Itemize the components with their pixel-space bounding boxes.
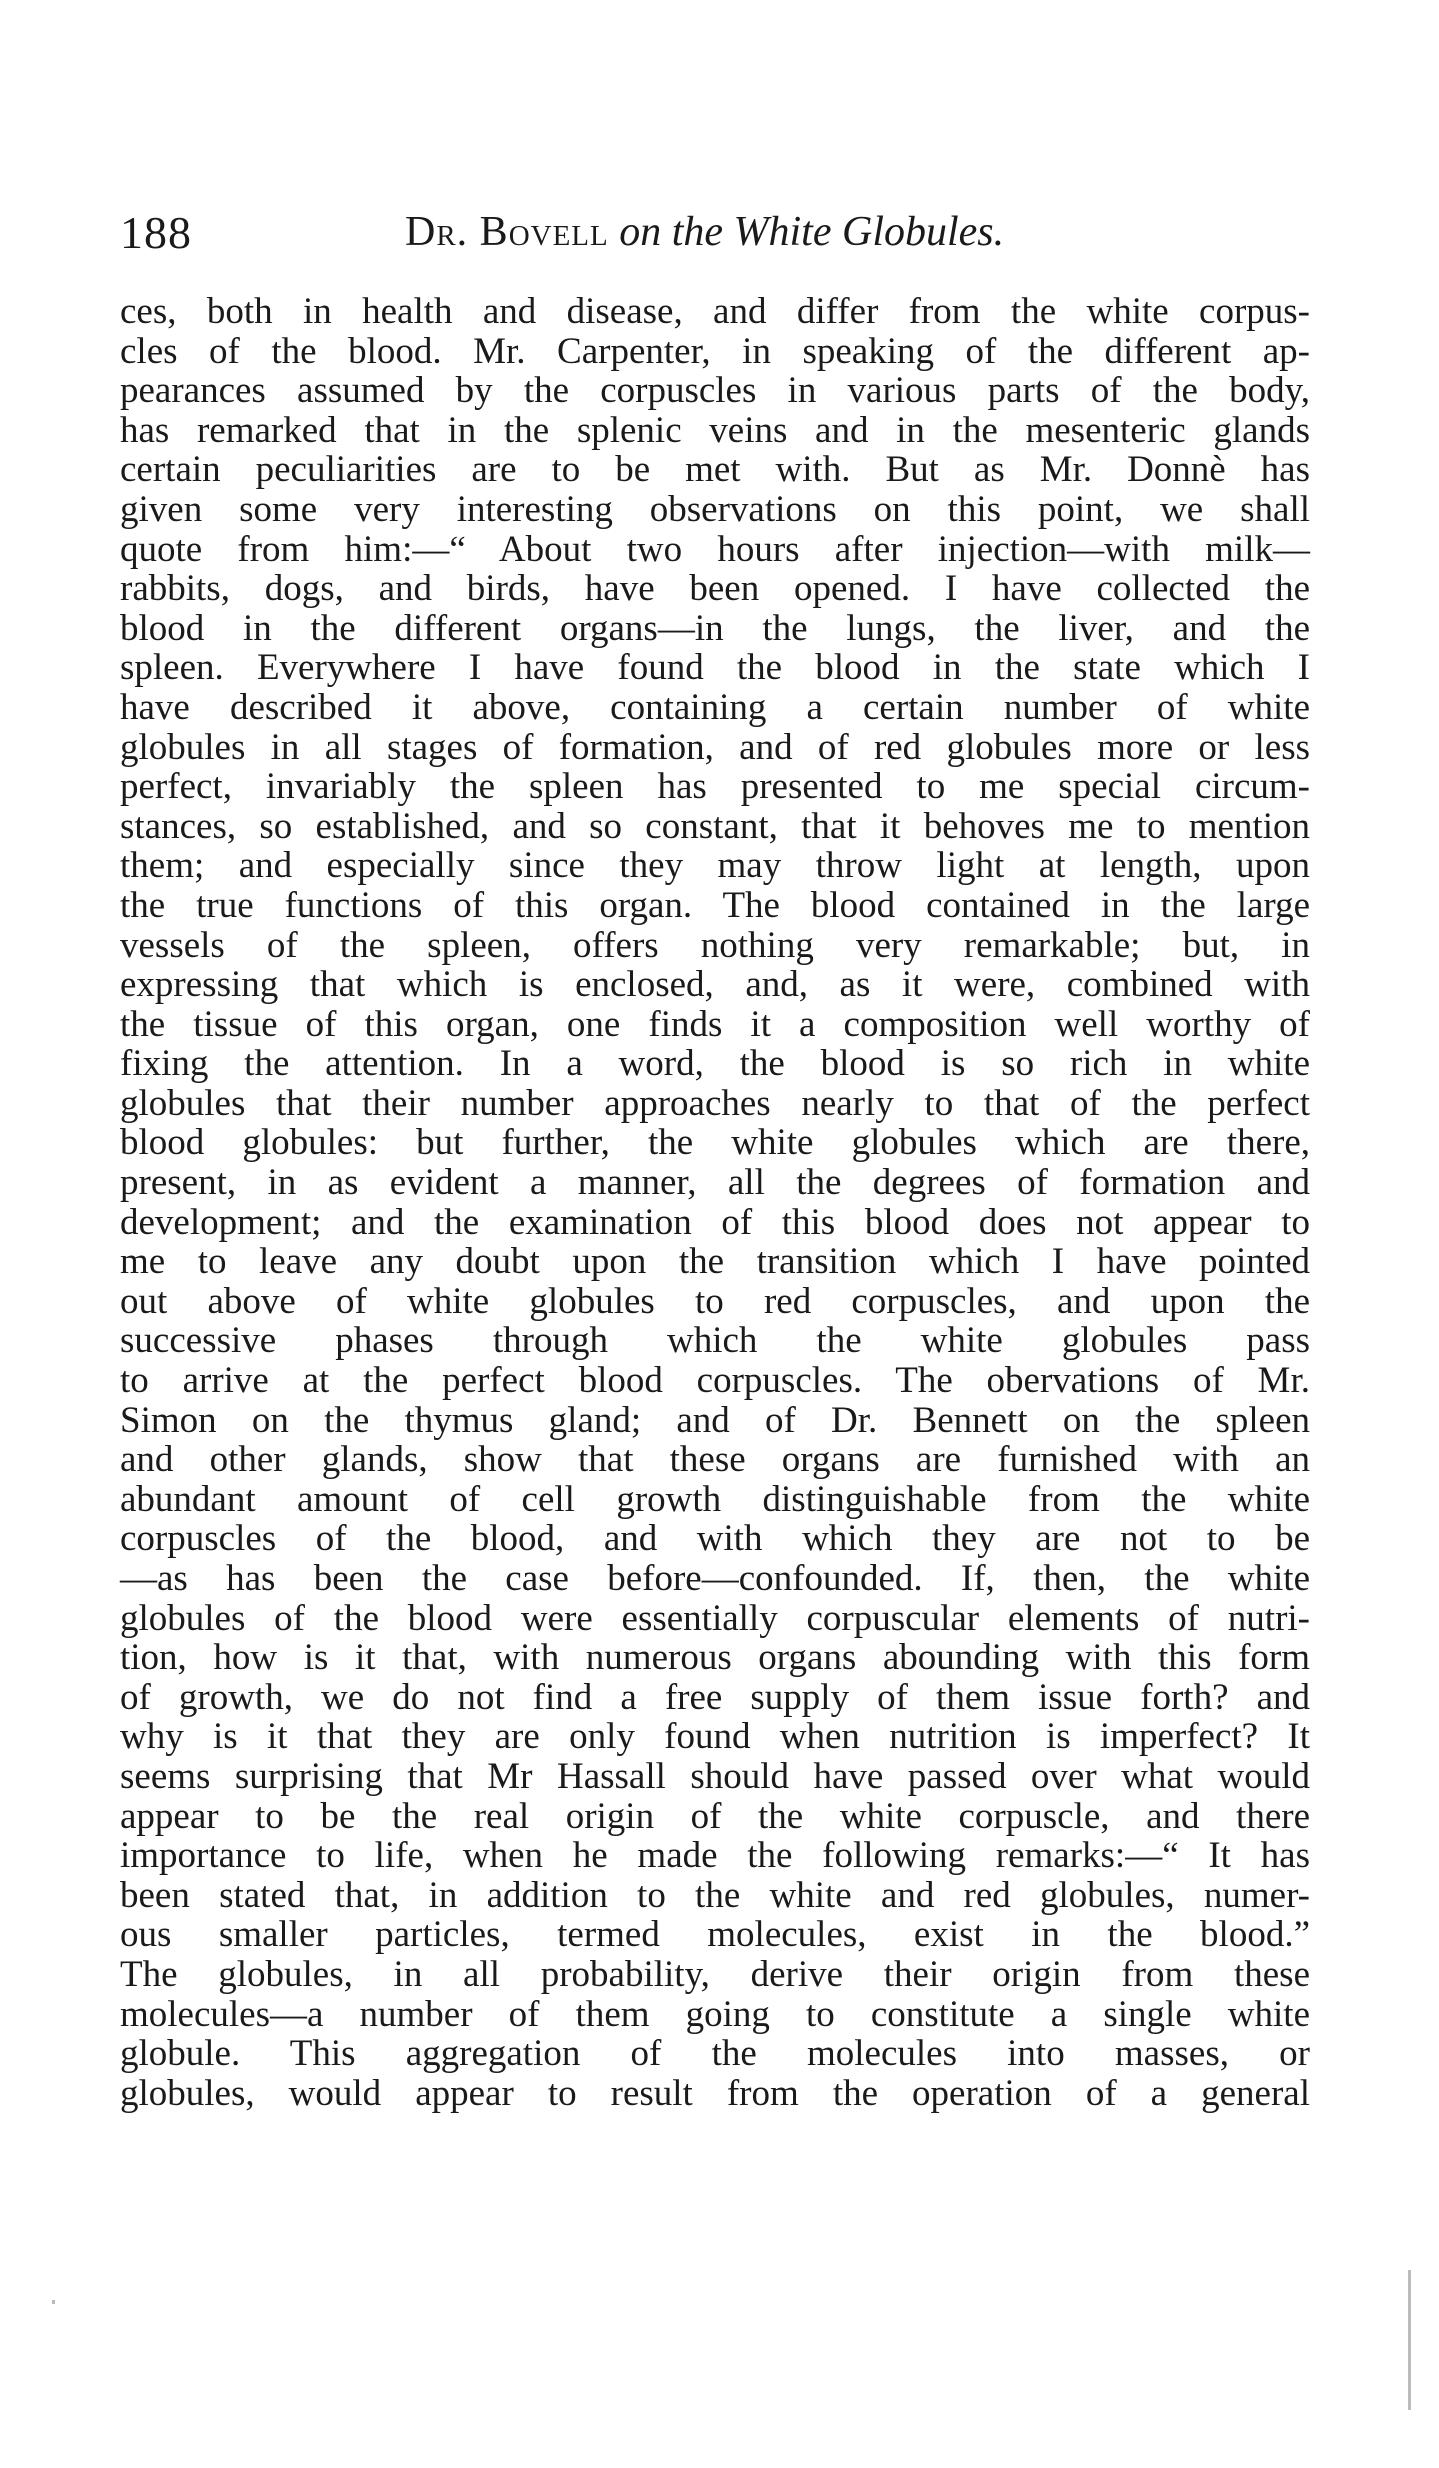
text-line: certain peculiarities are to be met with. But as Mr. Donnè has xyxy=(120,449,1310,491)
text-line: ous smaller particles, termed molecules, exist in the blood.” xyxy=(120,1914,1310,1956)
running-head-author: Dr. Bovell xyxy=(405,209,609,255)
margin-mark xyxy=(52,2300,55,2304)
text-line: been stated that, in addition to the white and red globules, numer- xyxy=(120,1874,1310,1916)
text-line: why is it that they are only found when nutrition is imperfect? It xyxy=(120,1716,1310,1758)
text-line: stances, so established, and so constant, that it behoves me to mention xyxy=(120,805,1310,847)
text-line: them; and especially since they may throw light at length, upon xyxy=(120,845,1310,887)
page-number: 188 xyxy=(120,207,192,258)
text-line: vessels of the spleen, offers nothing very remarkable; but, in xyxy=(120,924,1310,966)
text-line: to arrive at the perfect blood corpuscles. The obervations of Mr. xyxy=(120,1360,1310,1402)
text-line: quote from him:—“ About two hours after injection—with milk— xyxy=(120,528,1310,570)
text-line: The globules, in all probability, derive their origin from these xyxy=(120,1953,1310,1995)
text-line: fixing the attention. In a word, the blood is so rich in white xyxy=(120,1043,1310,1085)
text-line: globules, would appear to result from the operation of a general xyxy=(120,2072,1310,2114)
text-line: globules of the blood were essentially corpuscular elements of nutri- xyxy=(120,1597,1310,1639)
text-line: me to leave any doubt upon the transition which I have pointed xyxy=(120,1241,1310,1283)
text-line: the true functions of this organ. The blood contained in the large xyxy=(120,884,1310,926)
text-line: blood globules: but further, the white globules which are there, xyxy=(120,1122,1310,1164)
text-line: globule. This aggregation of the molecules into masses, or xyxy=(120,2033,1310,2075)
text-line: pearances assumed by the corpuscles in various parts of the body, xyxy=(120,370,1310,412)
text-line: tion, how is it that, with numerous organs abounding with this form xyxy=(120,1637,1310,1679)
text-line: rabbits, dogs, and birds, have been opened. I have collected the xyxy=(120,568,1310,610)
text-line: globules in all stages of formation, and of red globules more or less xyxy=(120,726,1310,768)
text-line: expressing that which is enclosed, and, as it were, combined with xyxy=(120,964,1310,1006)
text-line: abundant amount of cell growth distinguishable from the white xyxy=(120,1478,1310,1520)
text-line: perfect, invariably the spleen has presented to me special circum- xyxy=(120,766,1310,808)
text-line: Simon on the thymus gland; and of Dr. Bennett on the spleen xyxy=(120,1399,1310,1441)
margin-mark xyxy=(1408,2270,1411,2410)
text-line: given some very interesting observations on this point, we shall xyxy=(120,488,1310,530)
text-line: globules that their number approaches nearly to that of the perfect xyxy=(120,1082,1310,1124)
text-line: of growth, we do not find a free supply of them issue forth? and xyxy=(120,1676,1310,1718)
text-line: spleen. Everywhere I have found the blood in the state which I xyxy=(120,647,1310,689)
text-line: —as has been the case before—confounded. If, then, the white xyxy=(120,1558,1310,1599)
text-line: cles of the blood. Mr. Carpenter, in speaking of the different ap- xyxy=(120,330,1310,372)
text-line: and other glands, show that these organs are furnished with an xyxy=(120,1439,1310,1481)
text-line: ces, both in health and disease, and differ from the white corpus- xyxy=(120,291,1310,332)
text-line: have described it above, containing a certain number of white xyxy=(120,686,1310,728)
text-line: molecules—a number of them going to constitute a single white xyxy=(120,1993,1310,2035)
text-line: the tissue of this organ, one finds it a composition well worthy of xyxy=(120,1003,1310,1045)
text-line: blood in the different organs—in the lungs, the liver, and the xyxy=(120,607,1310,649)
text-line: out above of white globules to red corpuscles, and upon the xyxy=(120,1280,1310,1322)
text-line: development; and the examination of this blood does not appear to xyxy=(120,1201,1310,1243)
body-text xyxy=(120,292,1310,2113)
text-line: appear to be the real origin of the white corpuscle, and there xyxy=(120,1795,1310,1837)
text-line: has remarked that in the splenic veins and in the mesenteric glands xyxy=(120,409,1310,451)
running-head xyxy=(405,208,1004,256)
running-head-title: on the White Globules. xyxy=(608,209,1005,255)
text-line: successive phases through which the white globules pass xyxy=(120,1320,1310,1362)
page-header xyxy=(115,200,1310,270)
text-line: present, in as evident a manner, all the degrees of formation and xyxy=(120,1162,1310,1204)
text-line: corpuscles of the blood, and with which they are not to be xyxy=(120,1518,1310,1560)
text-line: seems surprising that Mr Hassall should have passed over what would xyxy=(120,1755,1310,1797)
text-line: importance to life, when he made the following remarks:—“ It has xyxy=(120,1835,1310,1877)
